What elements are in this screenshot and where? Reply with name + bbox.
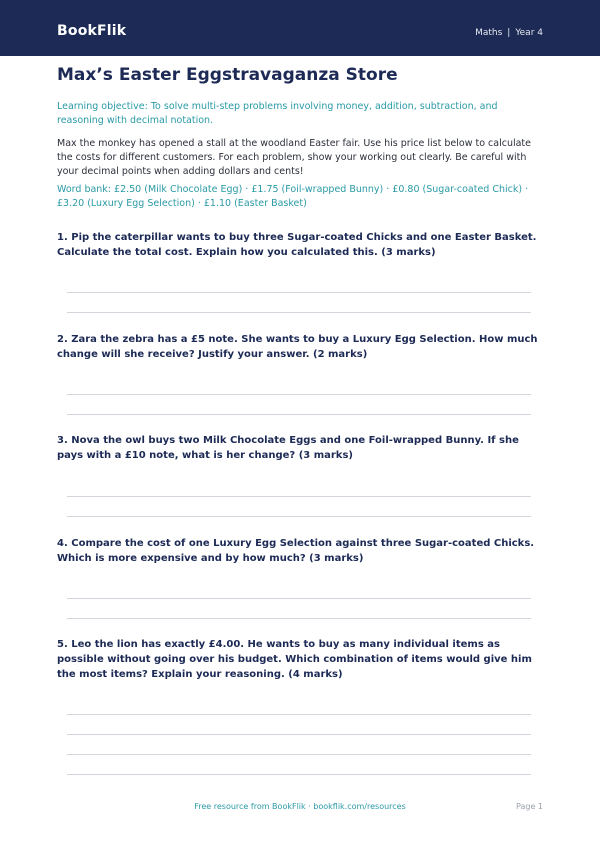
header-bar <box>0 0 600 56</box>
answer-line[interactable] <box>67 774 531 775</box>
question-1: 1. Pip the caterpillar wants to buy three Sugar-coated Chicks and one Easter Basket. Calculate the total cost. Explain how you calculated this. (3 marks) <box>57 232 537 258</box>
subject-label: Maths <box>475 28 503 38</box>
answer-line[interactable] <box>67 394 531 395</box>
answer-line[interactable] <box>67 754 531 755</box>
question-5: 5. Leo the lion has exactly £4.00. He wants to buy as many individual items as possible without going over his budget. Which combination of items would give him the most items? Explain your reasoning. (4 marks) <box>57 639 532 680</box>
question-2: 2. Zara the zebra has a £5 note. She wants to buy a Luxury Egg Selection. How much change will she receive? Justify your answer. (2 marks) <box>57 334 538 360</box>
answer-line[interactable] <box>67 598 531 599</box>
page-title: Max’s Easter Eggstravaganza Store <box>57 65 398 85</box>
header-meta <box>475 28 543 38</box>
question-3: 3. Nova the owl buys two Milk Chocolate Eggs and one Foil-wrapped Bunny. If she pays with a £10 note, what is her change? (3 marks) <box>57 435 519 461</box>
answer-line[interactable] <box>67 414 531 415</box>
answer-line[interactable] <box>67 714 531 715</box>
answer-line[interactable] <box>67 618 531 619</box>
brand-logo[interactable]: BookFlik <box>57 23 127 39</box>
year-label: Year 4 <box>515 28 543 38</box>
answer-line[interactable] <box>67 312 531 313</box>
question-4: 4. Compare the cost of one Luxury Egg Selection against three Sugar-coated Chicks. Which is more expensive and by how much? (3 marks) <box>57 538 535 564</box>
answer-line[interactable] <box>67 496 531 497</box>
footer-credit[interactable]: Free resource from BookFlik · bookflik.com/resources <box>194 802 406 811</box>
learning-objective: Learning objective: To solve multi-step problems involving money, addition, subtraction, and reasoning with decimal notation. <box>57 101 498 126</box>
page-number: Page 1 <box>516 802 543 811</box>
meta-separator: | <box>507 28 511 38</box>
intro-text: Max the monkey has opened a stall at the woodland Easter fair. Use his price list below to calculate the costs for different customers. For each problem, show your working out clearly. Be careful with your decimal points when adding dollars and cents! <box>57 138 532 177</box>
answer-line[interactable] <box>67 292 531 293</box>
word-bank: Word bank: £2.50 (Milk Chocolate Egg) · £1.75 (Foil-wrapped Bunny) · £0.80 (Sugar-coated Chick) · £3.20 (Luxury Egg Selection) · £1.10 (Easter Basket) <box>57 184 529 209</box>
answer-line[interactable] <box>67 734 531 735</box>
answer-line[interactable] <box>67 516 531 517</box>
